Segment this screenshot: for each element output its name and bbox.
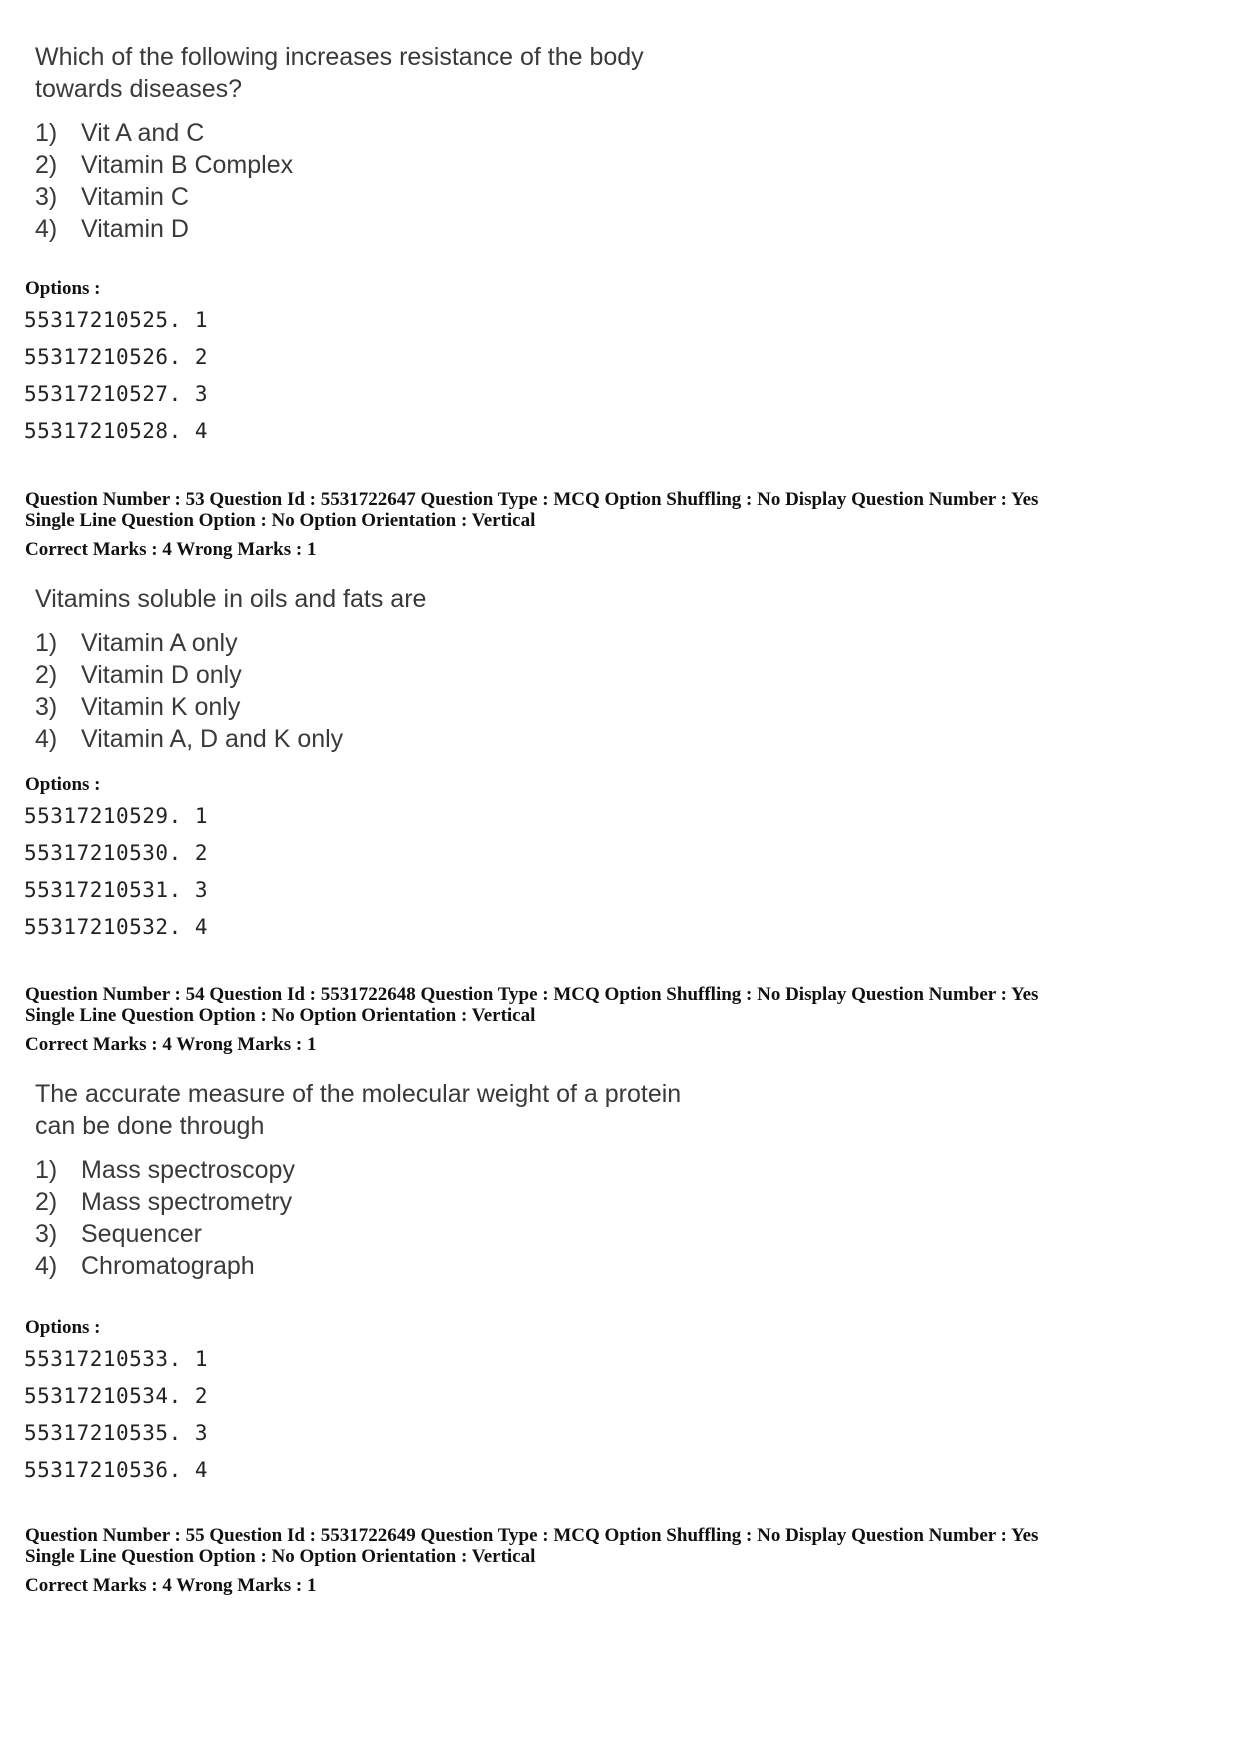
choice-item: 4) Vitamin A, D and K only [35,725,344,753]
meta-line-1: Question Number : 55 Question Id : 5531722649 Question Type : MCQ Option Shuffling : No Display Question Number : Yes [25,1525,1039,1546]
choice-item: 4) Chromatograph [35,1252,255,1280]
question-meta [25,984,1038,1055]
option-id: 55317210534. 2 [24,1384,209,1408]
option-id: 55317210526. 2 [24,345,209,369]
question-image [35,583,426,755]
meta-line-2: Single Line Question Option : No Option Orientation : Vertical [25,510,536,531]
options-list [24,801,208,949]
question-stem: Which of the following increases resistance of the body towards diseases? [35,43,644,103]
question-image [35,1078,681,1282]
options-label: Options : [25,278,101,299]
meta-line-1: Question Number : 53 Question Id : 5531722647 Question Type : MCQ Option Shuffling : No Display Question Number : Yes [25,489,1039,510]
option-id: 55317210532. 4 [24,915,209,939]
marks-line: Correct Marks : 4 Wrong Marks : 1 [25,1575,317,1596]
meta-line-2: Single Line Question Option : No Option Orientation : Vertical [25,1005,536,1026]
option-id: 55317210533. 1 [24,1347,209,1371]
marks-line: Correct Marks : 4 Wrong Marks : 1 [25,539,317,560]
choice-item: 2) Vitamin D only [35,661,242,689]
options-label: Options : [25,774,101,795]
choice-item: 3) Vitamin K only [35,693,241,721]
options-label: Options : [25,1317,101,1338]
option-id: 55317210529. 1 [24,804,209,828]
choice-item: 2) Mass spectrometry [35,1188,293,1216]
option-id: 55317210527. 3 [24,382,209,406]
option-id: 55317210531. 3 [24,878,209,902]
question-stem: Vitamins soluble in oils and fats are [35,585,427,613]
option-id: 55317210535. 3 [24,1421,209,1445]
choice-item: 1) Mass spectroscopy [35,1156,295,1184]
question-image [35,41,644,245]
choice-item: 2) Vitamin B Complex [35,151,294,179]
option-id: 55317210525. 1 [24,308,209,332]
choice-item: 3) Sequencer [35,1220,202,1248]
question-stem: The accurate measure of the molecular weight of a protein can be done through [35,1080,682,1140]
question-meta [25,489,1038,560]
marks-line: Correct Marks : 4 Wrong Marks : 1 [25,1034,317,1055]
option-id: 55317210528. 4 [24,419,209,443]
choice-item: 3) Vitamin C [35,183,189,211]
options-list [24,305,208,453]
choice-item: 1) Vit A and C [35,119,205,147]
choice-item: 1) Vitamin A only [35,629,238,657]
question-meta [25,1525,1038,1596]
option-id: 55317210536. 4 [24,1458,209,1482]
options-list [24,1344,208,1492]
meta-line-1: Question Number : 54 Question Id : 5531722648 Question Type : MCQ Option Shuffling : No Display Question Number : Yes [25,984,1039,1005]
choice-item: 4) Vitamin D [35,215,189,243]
meta-line-2: Single Line Question Option : No Option Orientation : Vertical [25,1546,536,1567]
option-id: 55317210530. 2 [24,841,209,865]
